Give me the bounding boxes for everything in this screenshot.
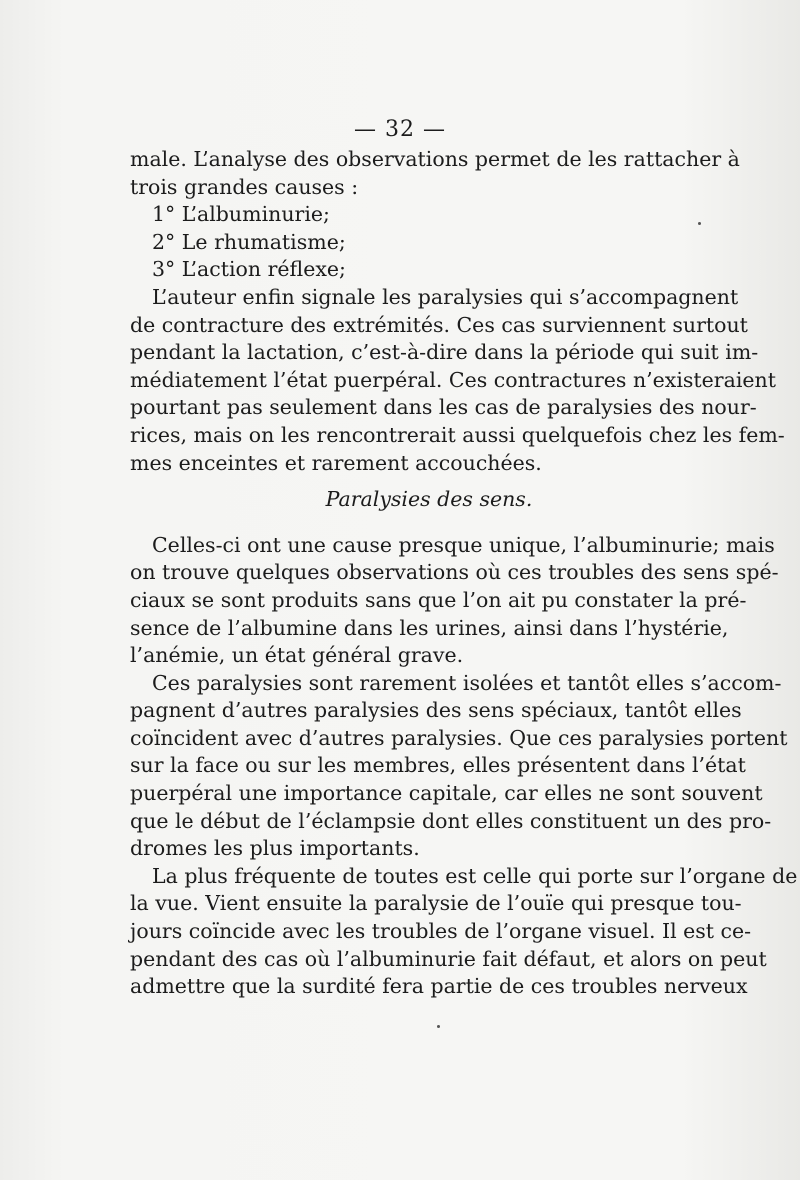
page-body [130, 146, 798, 1001]
text-line: puerpéral une importance capitale, car elles ne sont souvent [130, 781, 763, 806]
text-line: pagnent d’autres paralysies des sens spéciaux, tantôt elles [130, 698, 742, 723]
text-line: Celles-ci ont une cause presque unique, l’albuminurie; mais [152, 532, 775, 557]
ink-speck [698, 222, 701, 225]
text-line: male. L’analyse des observations permet de les rattacher à [130, 147, 740, 171]
text-line: dromes les plus importants. [130, 836, 420, 861]
text-line: Ces paralysies sont rarement isolées et tantôt elles s’accom- [152, 670, 782, 695]
text-line: admettre que la surdité fera partie de ces troubles nerveux [130, 974, 748, 999]
page-number: — 32 — [354, 117, 446, 142]
text-line: sur la face ou sur les membres, elles présentent dans l’état [130, 753, 746, 778]
text-line: l’anémie, un état général grave. [130, 643, 464, 668]
list-item: 3° L’action réflexe; [152, 257, 346, 282]
text-line: on trouve quelques observations où ces troubles des sens spé- [130, 560, 779, 585]
list-item: 1° L’albuminurie; [152, 202, 330, 227]
section-heading: Paralysies des sens. [325, 487, 533, 512]
text-line: ciaux se sont produits sans que l’on ait pu constater la pré- [130, 587, 747, 612]
text-line: de contracture des extrémités. Ces cas surviennent surtout [130, 312, 748, 337]
text-line: jours coïncide avec les troubles de l’organe visuel. Il est ce- [130, 919, 752, 944]
text-line: mes enceintes et rarement accouchées. [130, 450, 542, 475]
text-line: La plus fréquente de toutes est celle qui porte sur l’organe de [152, 863, 798, 888]
text-line: pendant des cas où l’albuminurie fait défaut, et alors on peut [130, 946, 767, 971]
text-line: coïncident avec d’autres paralysies. Que ces paralysies portent [130, 725, 788, 750]
text-line: trois grandes causes : [130, 174, 359, 199]
ink-speck [437, 1025, 440, 1028]
list-item: 2° Le rhumatisme; [152, 229, 346, 254]
text-line: pendant la lactation, c’est-à-dire dans la période qui suit im- [130, 340, 759, 365]
text-line: pourtant pas seulement dans les cas de paralysies des nour- [130, 395, 757, 420]
text-line: rices, mais on les rencontrerait aussi quelquefois chez les fem- [130, 422, 785, 447]
text-line: que le début de l’éclampsie dont elles constituent un des pro- [130, 808, 772, 833]
text-line: médiatement l’état puerpéral. Ces contractures n’existeraient [130, 367, 776, 392]
text-line: la vue. Vient ensuite la paralysie de l’ouïe qui presque tou- [130, 891, 742, 916]
text-line: sence de l’albumine dans les urines, ainsi dans l’hystérie, [130, 615, 729, 640]
text-line: L’auteur enfin signale les paralysies qui s’accompagnent [152, 284, 739, 309]
